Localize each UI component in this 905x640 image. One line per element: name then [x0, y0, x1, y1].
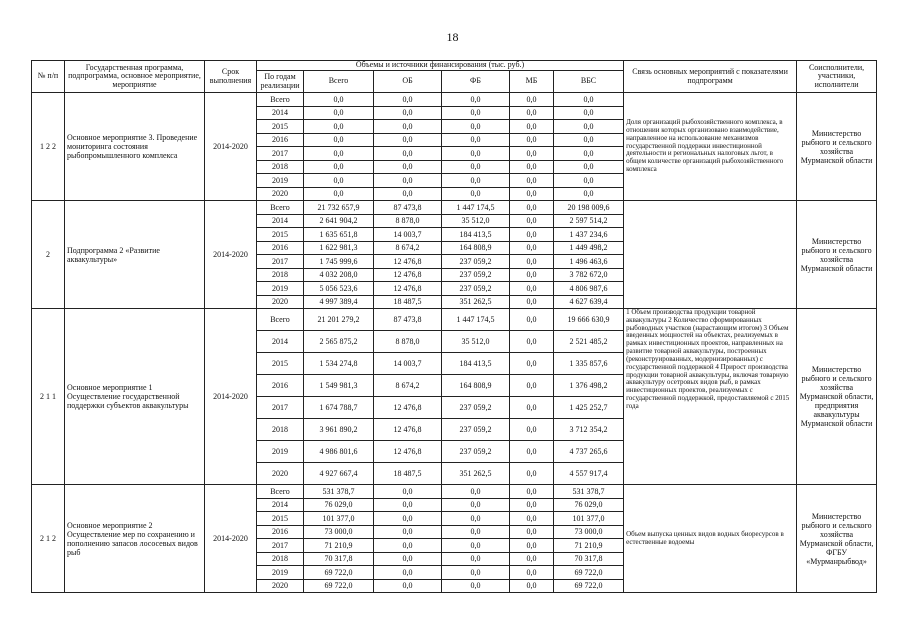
cell-year: 2017: [257, 147, 304, 161]
cell-total: 3 961 890,2: [304, 419, 374, 441]
cell-vbs: 0,0: [554, 147, 624, 161]
cell-mb: 0,0: [510, 579, 554, 593]
cell-mb: 0,0: [510, 282, 554, 296]
cell-vbs: 1 449 498,2: [554, 241, 624, 255]
cell-total: 0,0: [304, 120, 374, 134]
cell-year: 2019: [257, 282, 304, 296]
cell-mb: 0,0: [510, 463, 554, 485]
cell-year: 2014: [257, 106, 304, 120]
cell-vbs: 20 198 009,6: [554, 201, 624, 215]
cell-year: 2019: [257, 566, 304, 580]
cell-vbs: 3 782 672,0: [554, 268, 624, 282]
cell-total: 2 641 904,2: [304, 214, 374, 228]
table-row: [32, 309, 877, 331]
cell-fb: 164 808,9: [442, 375, 510, 397]
cell-vbs: 0,0: [554, 120, 624, 134]
cell-vbs: 0,0: [554, 93, 624, 107]
cell-mb: 0,0: [510, 566, 554, 580]
cell-mb: 0,0: [510, 512, 554, 526]
cell-mb: 0,0: [510, 552, 554, 566]
cell-ob: 0,0: [374, 120, 442, 134]
cell-ob: 0,0: [374, 160, 442, 174]
cell-fb: 237 059,2: [442, 282, 510, 296]
cell-ob: 0,0: [374, 552, 442, 566]
cell-ob: 0,0: [374, 579, 442, 593]
cell-mb: 0,0: [510, 498, 554, 512]
cell-total: 0,0: [304, 147, 374, 161]
cell-fb: 0,0: [442, 512, 510, 526]
cell-fb: 0,0: [442, 498, 510, 512]
cell-ob: 0,0: [374, 485, 442, 499]
cell-mb: 0,0: [510, 441, 554, 463]
header-term: Срок выполнения: [205, 61, 257, 93]
cell-vbs: 0,0: [554, 106, 624, 120]
program-name: Подпрограмма 2 «Развитие аквакультуры»: [65, 201, 205, 309]
cell-mb: 0,0: [510, 93, 554, 107]
cell-year: Всего: [257, 93, 304, 107]
cell-year: 2020: [257, 295, 304, 309]
cell-fb: 0,0: [442, 174, 510, 188]
cell-mb: 0,0: [510, 375, 554, 397]
cell-fb: 0,0: [442, 539, 510, 553]
cell-fb: 0,0: [442, 133, 510, 147]
cell-total: 1 745 999,6: [304, 255, 374, 269]
cell-total: 1 534 274,8: [304, 353, 374, 375]
cell-vbs: 2 521 485,2: [554, 331, 624, 353]
cell-total: 0,0: [304, 93, 374, 107]
cell-vbs: 531 378,7: [554, 485, 624, 499]
table-row: [32, 93, 877, 107]
cell-fb: 0,0: [442, 160, 510, 174]
cell-ob: 12 476,8: [374, 255, 442, 269]
cell-mb: 0,0: [510, 353, 554, 375]
cell-fb: 237 059,2: [442, 268, 510, 282]
cell-vbs: 101 377,0: [554, 512, 624, 526]
cell-year: 2016: [257, 133, 304, 147]
cell-vbs: 76 029,0: [554, 498, 624, 512]
cell-vbs: 0,0: [554, 187, 624, 201]
cell-ob: 8 878,0: [374, 214, 442, 228]
cell-total: 5 056 523,6: [304, 282, 374, 296]
term: 2014-2020: [205, 93, 257, 201]
executors: Министерство рыбного и сельского хозяйства Мурманской области, предприятия аквакультуры Мурманской области: [797, 309, 877, 485]
cell-mb: 0,0: [510, 187, 554, 201]
cell-vbs: 1 496 463,6: [554, 255, 624, 269]
cell-fb: 35 512,0: [442, 331, 510, 353]
cell-total: 1 674 788,7: [304, 397, 374, 419]
header-total: Всего: [304, 71, 374, 93]
cell-fb: 237 059,2: [442, 397, 510, 419]
header-mb: МБ: [510, 71, 554, 93]
cell-year: Всего: [257, 485, 304, 499]
cell-ob: 8 674,2: [374, 241, 442, 255]
term: 2014-2020: [205, 309, 257, 485]
cell-fb: 237 059,2: [442, 419, 510, 441]
cell-mb: 0,0: [510, 214, 554, 228]
cell-vbs: 2 597 514,2: [554, 214, 624, 228]
cell-ob: 87 473,8: [374, 201, 442, 215]
cell-mb: 0,0: [510, 485, 554, 499]
cell-fb: 184 413,5: [442, 353, 510, 375]
cell-total: 1 549 981,3: [304, 375, 374, 397]
cell-ob: 0,0: [374, 512, 442, 526]
indicator-link: [624, 201, 797, 309]
financing-table: [31, 60, 877, 593]
cell-mb: 0,0: [510, 309, 554, 331]
cell-fb: 237 059,2: [442, 255, 510, 269]
cell-year: 2018: [257, 160, 304, 174]
cell-vbs: 69 722,0: [554, 579, 624, 593]
header-volumes: Объемы и источники финансирования (тыс. руб.): [257, 61, 624, 71]
cell-vbs: 3 712 354,2: [554, 419, 624, 441]
cell-total: 0,0: [304, 160, 374, 174]
term: 2014-2020: [205, 485, 257, 593]
cell-year: 2015: [257, 228, 304, 242]
cell-year: 2015: [257, 120, 304, 134]
cell-mb: 0,0: [510, 120, 554, 134]
cell-fb: 184 413,5: [442, 228, 510, 242]
cell-mb: 0,0: [510, 295, 554, 309]
header-fb: ФБ: [442, 71, 510, 93]
cell-year: 2020: [257, 579, 304, 593]
cell-ob: 8 674,2: [374, 375, 442, 397]
cell-year: 2018: [257, 419, 304, 441]
indicator-link: 1 Объем производства продукции товарной аквакультуры 2 Количество сформированных рыбоводных участков (нарастающим итогом) 3 Объем введенных мощностей на объектах, реализуемых в рамках инвестиционных проектов, направленных на развитие товарной аквакультуры, построенных (реконструированных, модернизированных) с государственной поддержкой 4 Прирост производства продукции товарной аквакультуры, включая товарную аквакультуру осетровых видов рыб, в рамках инвестиционных проектов, реализуемых с государственной поддержкой, предоставляемой с 2015 года: [624, 309, 797, 485]
cell-total: 21 201 279,2: [304, 309, 374, 331]
cell-year: 2019: [257, 441, 304, 463]
cell-mb: 0,0: [510, 133, 554, 147]
cell-total: 101 377,0: [304, 512, 374, 526]
program-name: Основное мероприятие 1 Осуществление государственной поддержки субъектов аквакультуры: [65, 309, 205, 485]
cell-vbs: 70 317,8: [554, 552, 624, 566]
cell-ob: 0,0: [374, 187, 442, 201]
cell-fb: 1 447 174,5: [442, 309, 510, 331]
cell-year: 2017: [257, 397, 304, 419]
cell-ob: 0,0: [374, 498, 442, 512]
cell-year: 2018: [257, 552, 304, 566]
cell-fb: 0,0: [442, 485, 510, 499]
cell-total: 2 565 875,2: [304, 331, 374, 353]
cell-ob: 12 476,8: [374, 282, 442, 296]
cell-year: 2016: [257, 375, 304, 397]
cell-mb: 0,0: [510, 201, 554, 215]
cell-year: Всего: [257, 201, 304, 215]
cell-total: 70 317,8: [304, 552, 374, 566]
cell-total: 73 000,0: [304, 525, 374, 539]
cell-ob: 12 476,8: [374, 441, 442, 463]
cell-fb: 0,0: [442, 93, 510, 107]
cell-year: 2019: [257, 174, 304, 188]
cell-ob: 0,0: [374, 525, 442, 539]
program-name: Основное мероприятие 2 Осуществление мер по сохранению и пополнению запасов лососевых видов рыб: [65, 485, 205, 593]
cell-mb: 0,0: [510, 539, 554, 553]
cell-fb: 0,0: [442, 187, 510, 201]
cell-year: 2015: [257, 353, 304, 375]
cell-total: 0,0: [304, 106, 374, 120]
cell-ob: 0,0: [374, 106, 442, 120]
cell-fb: 237 059,2: [442, 441, 510, 463]
cell-fb: 0,0: [442, 147, 510, 161]
cell-fb: 0,0: [442, 106, 510, 120]
cell-year: 2014: [257, 214, 304, 228]
cell-total: 4 927 667,4: [304, 463, 374, 485]
cell-year: Всего: [257, 309, 304, 331]
cell-mb: 0,0: [510, 174, 554, 188]
cell-mb: 0,0: [510, 147, 554, 161]
table-row: [32, 201, 877, 215]
table-body: [32, 93, 877, 593]
cell-total: 0,0: [304, 133, 374, 147]
cell-total: 69 722,0: [304, 579, 374, 593]
indicator-link: Объем выпуска ценных видов водных биоресурсов в естественные водоемы: [624, 485, 797, 593]
cell-total: 0,0: [304, 174, 374, 188]
cell-mb: 0,0: [510, 106, 554, 120]
cell-ob: 12 476,8: [374, 419, 442, 441]
executors: Министерство рыбного и сельского хозяйства Мурманской области, ФГБУ «Мурманрыбвод»: [797, 485, 877, 593]
cell-vbs: 1 437 234,6: [554, 228, 624, 242]
cell-vbs: 4 806 987,6: [554, 282, 624, 296]
row-number: 1 2 2: [32, 93, 65, 201]
cell-ob: 14 003,7: [374, 353, 442, 375]
header-ob: ОБ: [374, 71, 442, 93]
cell-ob: 14 003,7: [374, 228, 442, 242]
cell-mb: 0,0: [510, 331, 554, 353]
cell-ob: 12 476,8: [374, 397, 442, 419]
cell-fb: 164 808,9: [442, 241, 510, 255]
cell-vbs: 4 627 639,4: [554, 295, 624, 309]
cell-total: 4 986 801,6: [304, 441, 374, 463]
cell-ob: 0,0: [374, 147, 442, 161]
cell-fb: 0,0: [442, 579, 510, 593]
cell-mb: 0,0: [510, 397, 554, 419]
cell-ob: 12 476,8: [374, 268, 442, 282]
cell-vbs: 0,0: [554, 160, 624, 174]
cell-year: 2017: [257, 539, 304, 553]
cell-total: 69 722,0: [304, 566, 374, 580]
executors: Министерство рыбного и сельского хозяйства Мурманской области: [797, 201, 877, 309]
cell-fb: 1 447 174,5: [442, 201, 510, 215]
executors: Министерство рыбного и сельского хозяйства Мурманской области: [797, 93, 877, 201]
cell-ob: 0,0: [374, 93, 442, 107]
cell-vbs: 0,0: [554, 133, 624, 147]
cell-vbs: 0,0: [554, 174, 624, 188]
cell-fb: 0,0: [442, 525, 510, 539]
row-number: 2: [32, 201, 65, 309]
cell-ob: 0,0: [374, 539, 442, 553]
program-name: Основное мероприятие 3. Проведение мониторинга состояния рыбопромышленного комплекса: [65, 93, 205, 201]
cell-year: 2018: [257, 268, 304, 282]
page-number: 18: [446, 30, 459, 44]
indicator-link: Доля организаций рыбохозяйственного комплекса, в отношении которых организовано взаимодействие, направленное на использование механизмов государственной поддержки инвестиционной деятельности и региональных налоговых льгот, в общем количестве организаций рыбохозяйственного комплекса: [624, 93, 797, 201]
cell-fb: 35 512,0: [442, 214, 510, 228]
cell-fb: 0,0: [442, 120, 510, 134]
cell-ob: 0,0: [374, 133, 442, 147]
cell-total: 531 378,7: [304, 485, 374, 499]
header-link: Связь основных мероприятий с показателями подпрограмм: [624, 61, 797, 93]
cell-mb: 0,0: [510, 255, 554, 269]
cell-vbs: 1 335 857,6: [554, 353, 624, 375]
cell-total: 4 032 208,0: [304, 268, 374, 282]
cell-vbs: 4 737 265,6: [554, 441, 624, 463]
header-program: Государственная программа, подпрограмма, основное мероприятие, мероприятие: [65, 61, 205, 93]
cell-mb: 0,0: [510, 268, 554, 282]
cell-mb: 0,0: [510, 419, 554, 441]
cell-year: 2017: [257, 255, 304, 269]
cell-vbs: 1 376 498,2: [554, 375, 624, 397]
cell-fb: 351 262,5: [442, 463, 510, 485]
header-executors: Соисполнители, участники, исполнители: [797, 61, 877, 93]
cell-vbs: 1 425 252,7: [554, 397, 624, 419]
cell-mb: 0,0: [510, 228, 554, 242]
cell-ob: 18 487,5: [374, 295, 442, 309]
cell-total: 0,0: [304, 187, 374, 201]
cell-vbs: 19 666 630,9: [554, 309, 624, 331]
cell-fb: 351 262,5: [442, 295, 510, 309]
cell-ob: 0,0: [374, 174, 442, 188]
cell-fb: 0,0: [442, 566, 510, 580]
cell-total: 71 210,9: [304, 539, 374, 553]
cell-year: 2014: [257, 331, 304, 353]
term: 2014-2020: [205, 201, 257, 309]
cell-ob: 87 473,8: [374, 309, 442, 331]
cell-mb: 0,0: [510, 525, 554, 539]
header-vbs: ВБС: [554, 71, 624, 93]
cell-mb: 0,0: [510, 160, 554, 174]
cell-vbs: 71 210,9: [554, 539, 624, 553]
cell-total: 1 622 981,3: [304, 241, 374, 255]
header-no: № п/п: [32, 61, 65, 93]
cell-vbs: 4 557 917,4: [554, 463, 624, 485]
table-row: [32, 485, 877, 499]
cell-total: 76 029,0: [304, 498, 374, 512]
cell-total: 21 732 657,9: [304, 201, 374, 215]
row-number: 2 1 2: [32, 485, 65, 593]
cell-year: 2016: [257, 525, 304, 539]
cell-year: 2015: [257, 512, 304, 526]
cell-total: 1 635 651,8: [304, 228, 374, 242]
cell-ob: 0,0: [374, 566, 442, 580]
cell-vbs: 73 000,0: [554, 525, 624, 539]
cell-ob: 8 878,0: [374, 331, 442, 353]
cell-year: 2014: [257, 498, 304, 512]
cell-year: 2020: [257, 187, 304, 201]
cell-ob: 18 487,5: [374, 463, 442, 485]
cell-vbs: 69 722,0: [554, 566, 624, 580]
cell-fb: 0,0: [442, 552, 510, 566]
cell-year: 2016: [257, 241, 304, 255]
cell-total: 4 997 389,4: [304, 295, 374, 309]
cell-year: 2020: [257, 463, 304, 485]
cell-mb: 0,0: [510, 241, 554, 255]
row-number: 2 1 1: [32, 309, 65, 485]
header-years: По годам реализации: [257, 71, 304, 93]
